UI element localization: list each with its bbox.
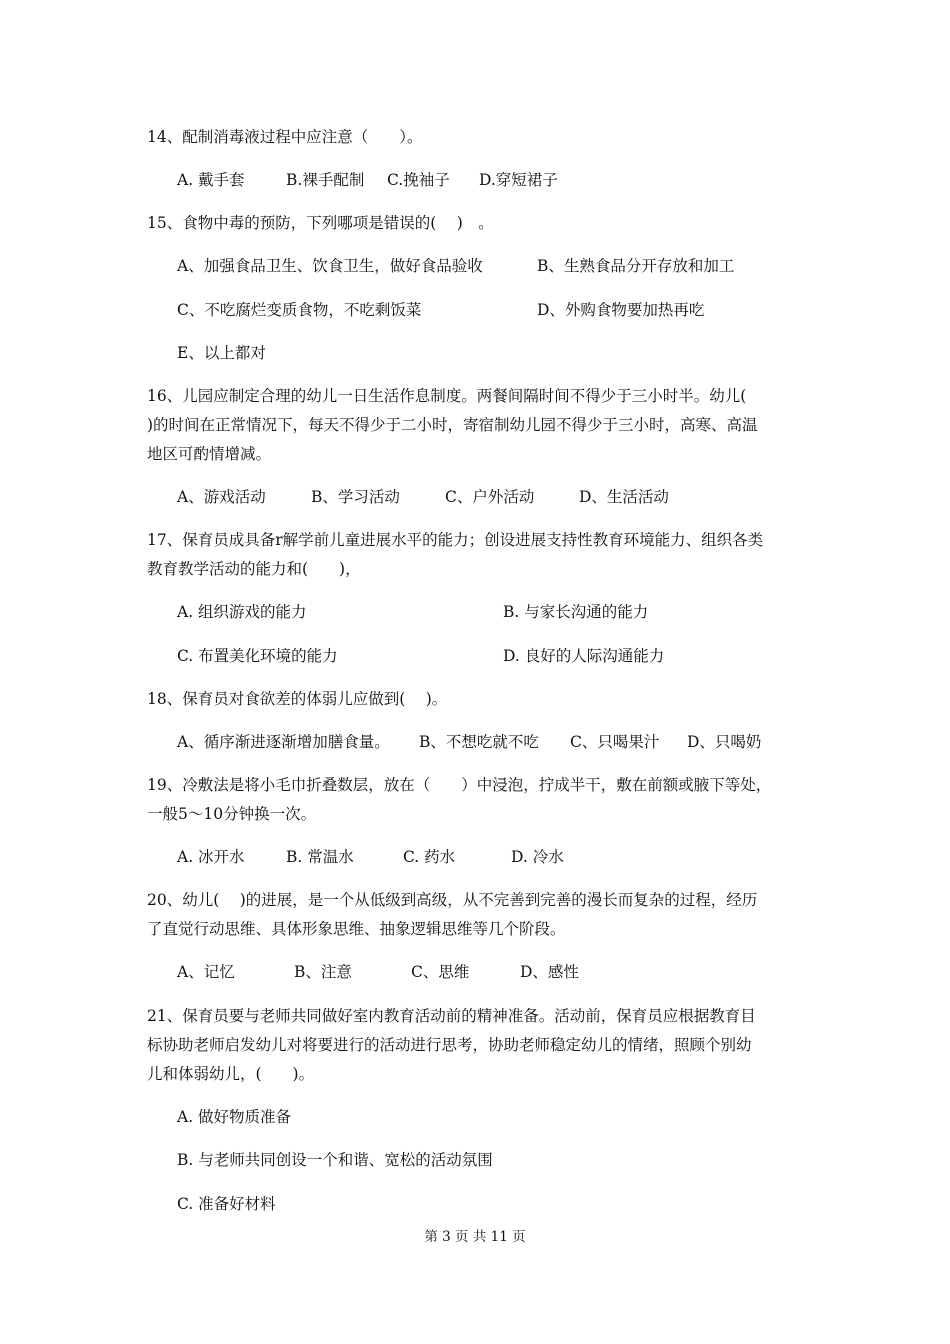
- question-18-option-c: C、只喝果汁: [570, 733, 660, 751]
- question-16-option-d: D、生活活动: [579, 488, 669, 506]
- question-18-option-d: D、只喝奶: [687, 733, 762, 751]
- question-19-option-c: C. 药水: [403, 848, 456, 866]
- question-20-option-c: C、思维: [411, 963, 470, 981]
- question-14-option-c: C.挽袖子: [387, 171, 450, 189]
- question-20-option-a: A、记忆: [177, 963, 235, 981]
- question-16-option-c: C、户外活动: [445, 488, 535, 506]
- question-16-stem-line-3: 地区可酌情增减。: [147, 445, 272, 463]
- question-20-stem-line-1: 20、幼儿( )的进展，是一个从低级到高级，从不完善到完善的漫长而复杂的过程，经历: [147, 891, 758, 909]
- question-15-option-d: D、外购食物要加热再吃: [537, 301, 705, 319]
- question-21-option-c: C. 准备好材料: [177, 1195, 276, 1213]
- question-14-option-b: B.裸手配制: [286, 171, 365, 189]
- question-15-option-a: A、加强食品卫生、饮食卫生，做好食品验收: [177, 257, 483, 275]
- question-19-option-a: A. 冰开水: [177, 848, 245, 866]
- question-21-option-a: A. 做好物质准备: [177, 1108, 292, 1126]
- question-16-stem-line-2: )的时间在正常情况下，每天不得少于二小时，寄宿制幼儿园不得少于三小时，高寒、高温: [147, 416, 758, 434]
- question-16-stem-line-1: 16、儿园应制定合理的幼儿一日生活作息制度。两餐间隔时间不得少于三小时半。幼儿(: [147, 387, 747, 405]
- question-14-option-d: D.穿短裙子: [479, 171, 558, 189]
- question-21-stem-line-1: 21、保育员要与老师共同做好室内教育活动前的精神准备。活动前，保育员应根据教育目: [147, 1007, 756, 1025]
- question-18-option-a: A、循序渐进逐渐增加膳食量。: [177, 733, 390, 751]
- question-20-option-b: B、注意: [294, 963, 352, 981]
- question-18-option-b: B、不想吃就不吃: [419, 733, 539, 751]
- question-17-stem-line-2: 教育教学活动的能力和( )，: [147, 560, 361, 578]
- question-20-option-d: D、感性: [520, 963, 579, 981]
- question-19-option-d: D. 冷水: [511, 848, 564, 866]
- question-17-option-d: D. 良好的人际沟通能力: [503, 647, 665, 665]
- question-19-stem-line-1: 19、冷敷法是将小毛巾折叠数层，放在（ ）中浸泡，拧成半干，敷在前额或腋下等处，: [147, 776, 772, 794]
- question-16-option-b: B、学习活动: [311, 488, 400, 506]
- question-18-stem: 18、保育员对食欲差的体弱儿应做到( )。: [147, 690, 448, 708]
- question-19-stem-line-2: 一般5～10分钟换一次。: [147, 805, 317, 823]
- question-14-option-a: A. 戴手套: [177, 171, 245, 189]
- question-17-option-a: A. 组织游戏的能力: [177, 603, 307, 621]
- question-15-option-e: E、以上都对: [177, 344, 266, 362]
- question-16-option-a: A、游戏活动: [177, 488, 266, 506]
- question-17-stem-line-1: 17、保育员成具备r解学前儿童进展水平的能力；创设进展支持性教育环境能力、组织各类: [147, 531, 764, 549]
- question-15-option-c: C、不吃腐烂变质食物，不吃剩饭菜: [177, 301, 422, 319]
- question-17-option-b: B. 与家长沟通的能力: [503, 603, 649, 621]
- question-15-option-b: B、生熟食品分开存放和加工: [537, 257, 735, 275]
- question-21-option-b: B. 与老师共同创设一个和谐、宽松的活动氛围: [177, 1151, 493, 1169]
- question-15-stem: 15、食物中毒的预防，下列哪项是错误的( ) 。: [147, 214, 494, 232]
- question-17-option-c: C. 布置美化环境的能力: [177, 647, 338, 665]
- question-21-stem-line-2: 标协助老师启发幼儿对将要进行的活动进行思考，协助老师稳定幼儿的情绪，照顾个别幼: [147, 1036, 752, 1054]
- question-21-stem-line-3: 儿和体弱幼儿，( )。: [147, 1065, 315, 1083]
- page-number-footer: 第 3 页 共 11 页: [424, 1229, 526, 1245]
- question-19-option-b: B. 常温水: [286, 848, 354, 866]
- question-20-stem-line-2: 了直觉行动思维、具体形象思维、抽象逻辑思维等几个阶段。: [147, 920, 566, 938]
- question-14-stem: 14、配制消毒液过程中应注意（ ）。: [147, 128, 423, 146]
